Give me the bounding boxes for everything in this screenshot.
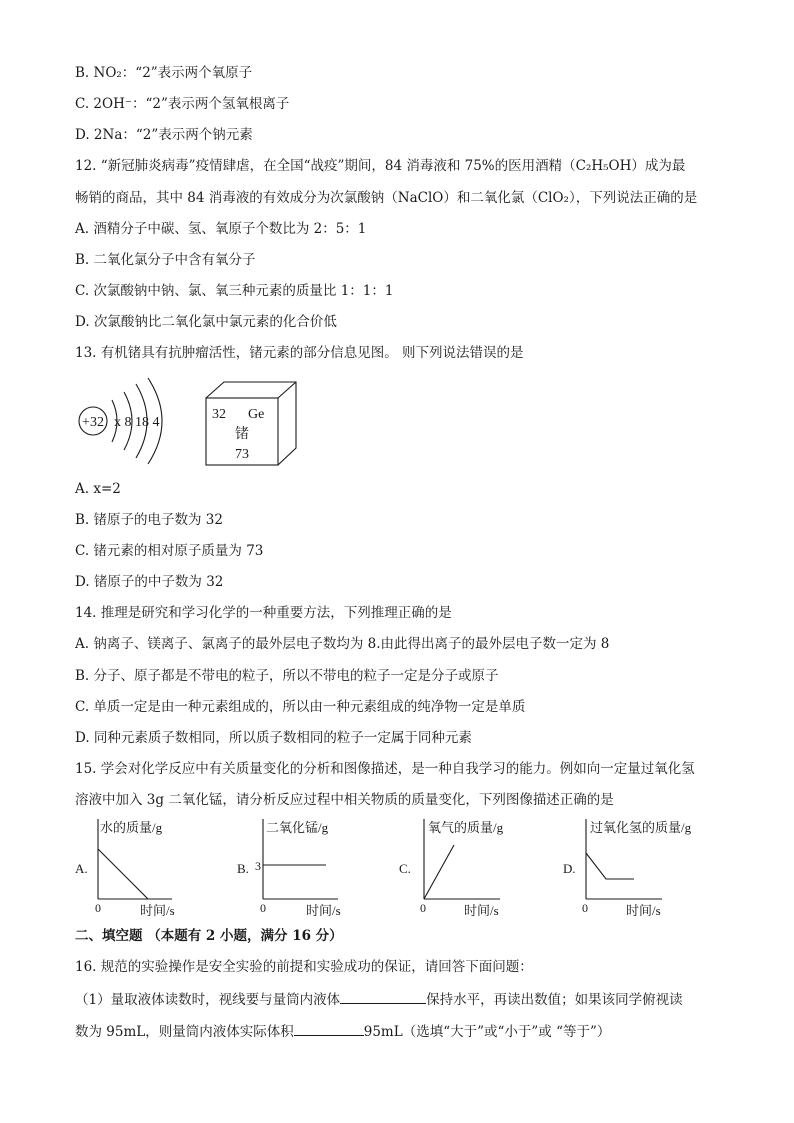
y-axis-label: 氧气的质量/g xyxy=(428,820,504,835)
option-line: D. 次氯酸钠比二氧化氯中氯元素的化合价低 xyxy=(75,314,337,330)
series-line xyxy=(424,845,454,899)
text-segment: 保持水平，再读出数值；如果该同学俯视读 xyxy=(426,992,683,1008)
option-line: D. 锗原子的中子数为 32 xyxy=(75,574,224,590)
option-line: A. x=2 xyxy=(75,481,121,497)
option-label: A. xyxy=(75,861,88,876)
option-label: C. xyxy=(399,861,411,876)
x-axis-label: 时间/s xyxy=(306,903,341,918)
origin-label: 0 xyxy=(420,901,426,915)
atomic-mass: 73 xyxy=(235,447,249,462)
option-line: A. 钠离子、镁离子、氯离子的最外层电子数均为 8.由此得出离子的最外层电子数一定为 8 xyxy=(75,636,610,652)
shell-electrons: x 8 18 4 xyxy=(114,415,160,430)
option-line: B. 二氧化氯分子中含有氧分子 xyxy=(75,252,256,268)
element-symbol: Ge xyxy=(248,407,265,422)
graph-c xyxy=(398,815,578,920)
option-line: A. 酒精分子中碳、氢、氧原子个数比为 2：5：1 xyxy=(75,221,367,237)
nucleus-charge: +32 xyxy=(82,415,104,430)
graph-d xyxy=(562,815,742,920)
question-16-part1-cont xyxy=(75,1021,610,1041)
series-line xyxy=(98,849,148,899)
option-line: B. 分子、原子都是不带电的粒子，所以不带电的粒子一定是分子或原子 xyxy=(75,668,499,684)
question-15-stem: 15. 学会对化学反应中有关质量变化的分析和图像描述，是一种自我学习的能力。例如向一定量过氧化氢 xyxy=(75,761,695,777)
question-12-stem-cont: 畅销的商品，其中 84 消毒液的有效成分为次氯酸钠（NaClO）和二氧化氯（ClO₂），下列说法正确的是 xyxy=(75,190,698,206)
option-line: C. 2OH⁻：“2”表示两个氢氧根离子 xyxy=(75,96,290,112)
origin-label: 0 xyxy=(260,901,266,915)
question-13-stem: 13. 有机锗具有抗肿瘤活性，锗元素的部分信息见图。 则下列说法错误的是 xyxy=(75,345,524,361)
element-card xyxy=(204,380,300,468)
origin-label: 0 xyxy=(95,901,101,915)
question-16-stem: 16. 规范的实验操作是安全实验的前提和实验成功的保证，请回答下面问题： xyxy=(75,959,533,975)
text-segment: 95mL（选填“大于”或“小于”或 “等于”） xyxy=(363,1024,611,1040)
text-segment: （1）量取液体读数时，视线要与量筒内液体 xyxy=(75,992,341,1008)
option-line: C. 单质一定是由一种元素组成的，所以由一种元素组成的纯净物一定是单质 xyxy=(75,699,526,715)
question-15-stem-cont: 溶液中加入 3g 二氧化锰，请分析反应过程中相关物质的质量变化，下列图像描述正确的是 xyxy=(75,792,614,808)
y-axis-label: 二氧化锰/g xyxy=(266,820,329,835)
element-name: 锗 xyxy=(235,427,249,442)
x-axis-label: 时间/s xyxy=(140,903,175,918)
atomic-number: 32 xyxy=(212,407,226,422)
graph-b xyxy=(236,815,416,920)
option-line: D. 同种元素质子数相同，所以质子数相同的粒子一定属于同种元素 xyxy=(75,730,472,746)
y-axis-label: 水的质量/g xyxy=(100,820,163,835)
question-12-stem: 12. “新冠肺炎病毒”疫情肆虐，在全国“战疫”期间，84 消毒液和 75%的医用酒精（C₂H₅OH）成为最 xyxy=(75,158,686,174)
option-line: B. 锗原子的电子数为 32 xyxy=(75,512,223,528)
series-line xyxy=(586,853,634,879)
atom-structure-diagram xyxy=(74,370,184,470)
option-label: B. xyxy=(237,861,249,876)
question-14-stem: 14. 推理是研究和学习化学的一种重要方法，下列推理正确的是 xyxy=(75,605,452,621)
x-axis-label: 时间/s xyxy=(626,903,661,918)
x-axis-label: 时间/s xyxy=(464,903,499,918)
option-label: D. xyxy=(563,861,576,876)
answer-blank[interactable] xyxy=(294,1021,364,1036)
text-segment: 数为 95mL，则量筒内液体实际体积 xyxy=(75,1024,294,1040)
answer-blank[interactable] xyxy=(340,989,426,1004)
option-line: D. 2Na：“2”表示两个钠元素 xyxy=(75,127,253,143)
option-line: C. 次氯酸钠中钠、氯、氧三种元素的质量比 1：1：1 xyxy=(75,283,394,299)
y-axis-label: 过氧化氢的质量/g xyxy=(590,820,692,835)
question-16-part1 xyxy=(75,989,683,1009)
section-heading: 二、填空题 （本题有 2 小题，满分 16 分） xyxy=(75,928,343,944)
y-tick-label: 3 xyxy=(255,859,261,873)
graph-a xyxy=(72,815,252,920)
option-line: C. 锗元素的相对原子质量为 73 xyxy=(75,543,264,559)
origin-label: 0 xyxy=(582,901,588,915)
option-line: B. NO₂：“2”表示两个氧原子 xyxy=(75,65,253,81)
